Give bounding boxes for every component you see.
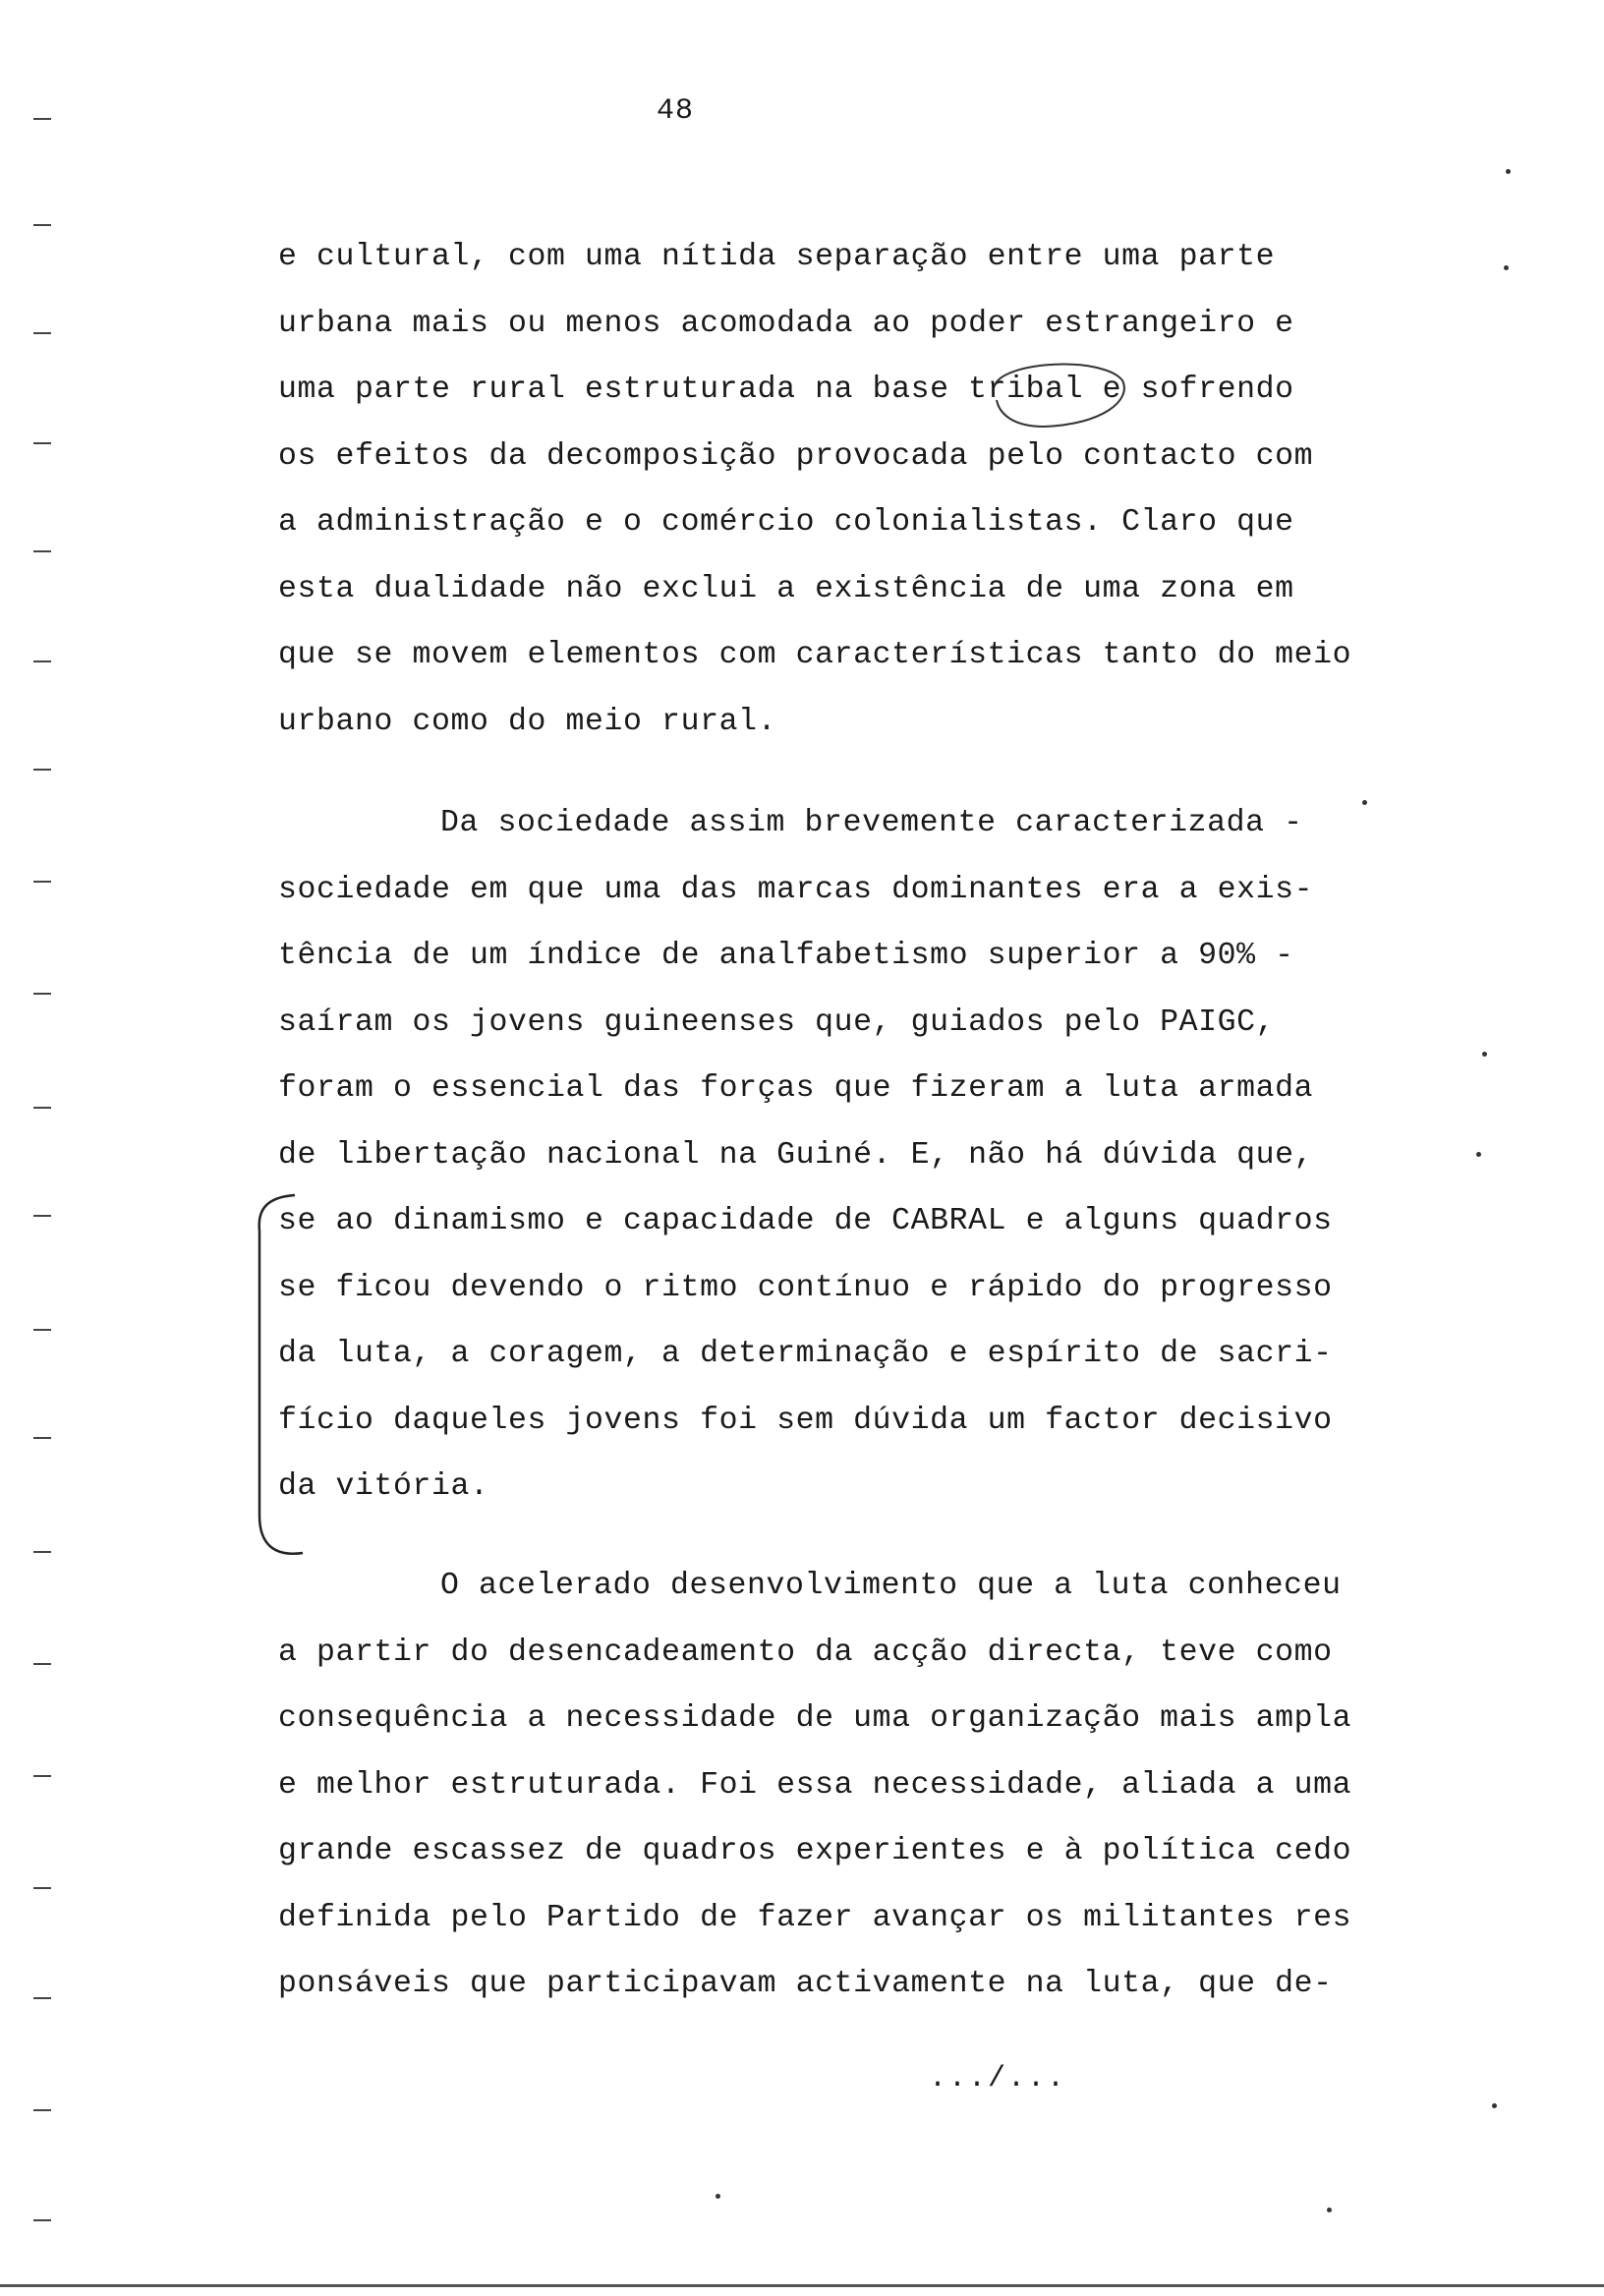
text-line: da luta, a coragem, a determinação e espírito de sacri- — [278, 1337, 1333, 1371]
speck — [1476, 1152, 1481, 1157]
margin-tick — [33, 2109, 51, 2111]
text-line: esta dualidade não exclui a existência de uma zona em — [278, 571, 1294, 606]
margin-tick — [33, 224, 51, 226]
margin-tick — [33, 993, 51, 995]
margin-tick — [33, 1887, 51, 1889]
text-line: Da sociedade assim brevemente caracterizada - — [440, 806, 1303, 840]
margin-tick — [33, 118, 51, 120]
text-line: a administração e o comércio colonialistas. Claro que — [278, 505, 1294, 540]
text-line: grande escassez de quadros experientes e à política cedo — [278, 1834, 1352, 1868]
text-line: que se movem elementos com características tanto do meio — [278, 638, 1352, 672]
margin-tick — [33, 1215, 51, 1217]
text-line: e melhor estruturada. Foi essa necessidade, aliada a uma — [278, 1767, 1352, 1803]
margin-tick — [33, 1551, 51, 1553]
text-line: os efeitos da decomposição provocada pelo contacto com — [278, 438, 1314, 474]
scan-edge-line — [0, 2284, 1604, 2287]
speck — [716, 2194, 720, 2199]
speck — [1482, 1052, 1487, 1057]
speck — [1506, 169, 1511, 174]
text-line: se ficou devendo o ritmo contínuo e rápido do progresso — [278, 1270, 1333, 1305]
paragraph-3 — [278, 1553, 1408, 2018]
page-number: 48 — [657, 94, 695, 128]
speck — [1492, 2103, 1497, 2108]
text-line: da vitória. — [278, 1469, 489, 1504]
handwritten-circle-annotation — [985, 356, 1137, 434]
speck — [1504, 265, 1509, 270]
text-line: a partir do desencadeamento da acção directa, teve como — [278, 1635, 1333, 1670]
margin-tick — [33, 1329, 51, 1331]
text-line: saíram os jovens guineenses que, guiados pelo PAIGC, — [278, 1004, 1276, 1040]
continuation-mark: .../... — [929, 2062, 1067, 2095]
margin-tick — [33, 2219, 51, 2221]
text-line: tência de um índice de analfabetismo superior a 90% - — [278, 939, 1294, 973]
margin-tick — [33, 1107, 51, 1109]
paragraph-2 — [278, 790, 1408, 1521]
text-line: foram o essencial das forças que fizeram a luta armada — [278, 1071, 1314, 1106]
text-line: sociedade em que uma das marcas dominantes era a exis- — [278, 872, 1314, 907]
text-line: e cultural, com uma nítida separação entre uma parte — [278, 240, 1276, 274]
text-line: fício daqueles jovens foi sem dúvida um factor decisivo — [278, 1403, 1333, 1438]
text-line: urbano como do meio rural. — [278, 704, 777, 739]
paragraph-1 — [278, 224, 1408, 755]
margin-tick — [33, 1997, 51, 1999]
margin-tick — [33, 1437, 51, 1439]
margin-tick — [33, 881, 51, 883]
handwritten-margin-bracket — [246, 1191, 305, 1565]
margin-tick — [33, 1663, 51, 1665]
text-line: O acelerado desenvolvimento que a luta conheceu — [440, 1569, 1342, 1603]
text-line: de libertação nacional na Guiné. E, não há dúvida que, — [278, 1137, 1314, 1173]
text-line: urbana mais ou menos acomodada ao poder estrangeiro e — [278, 306, 1294, 341]
margin-tick — [33, 332, 51, 334]
text-line: uma parte rural estruturada na base tribal e sofrendo — [278, 373, 1294, 407]
margin-tick — [33, 442, 51, 444]
margin-tick — [33, 660, 51, 662]
margin-tick — [33, 550, 51, 552]
margin-tick — [33, 769, 51, 771]
speck — [1362, 800, 1367, 805]
text-line: definida pelo Partido de fazer avançar os militantes res — [278, 1900, 1352, 1935]
speck — [1327, 2208, 1332, 2212]
text-line: ponsáveis que participavam activamente na luta, que de- — [278, 1967, 1333, 2001]
margin-tick — [33, 1775, 51, 1777]
text-line: consequência a necessidade de uma organização mais ampla — [278, 1701, 1352, 1736]
text-line: se ao dinamismo e capacidade de CABRAL e alguns quadros — [278, 1204, 1333, 1238]
